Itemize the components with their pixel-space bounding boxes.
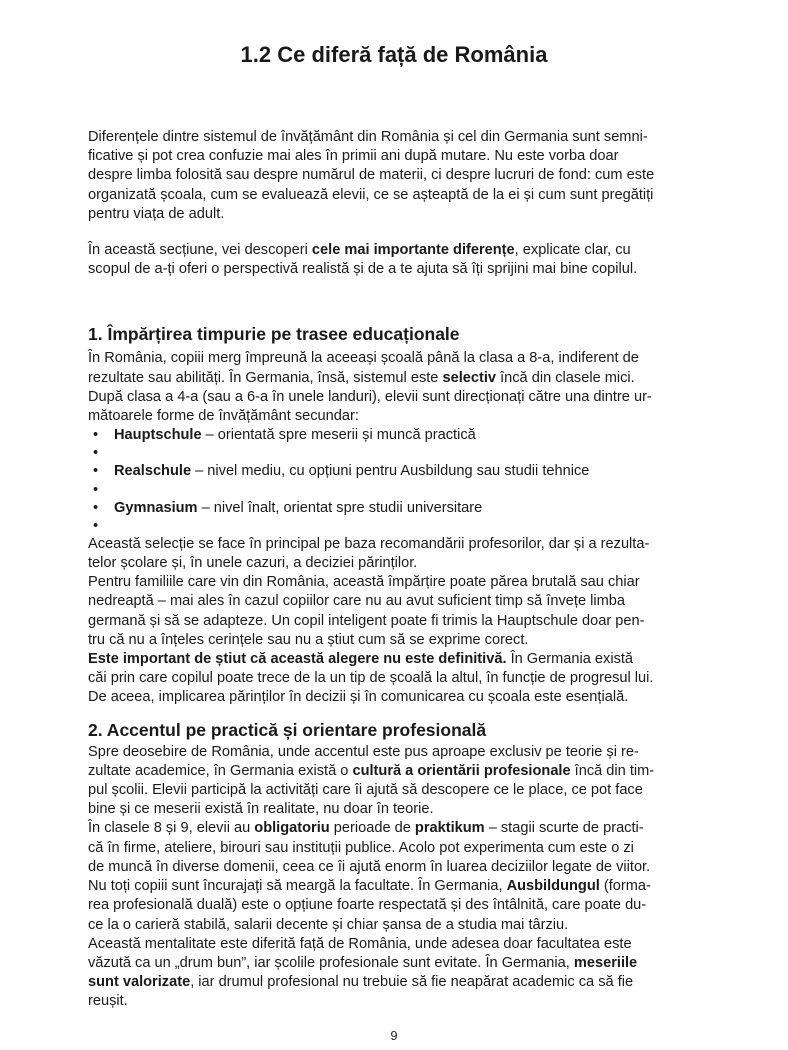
text-line: văzută ca un „drum bun”, iar școlile profesionale sunt evitate. În Germania, meseriile xyxy=(88,954,638,971)
page-title: 1.2 Ce diferă față de România xyxy=(240,42,548,67)
text-line: În această secțiune, vei descoperi cele mai importante diferențe, explicate clar, cu xyxy=(88,242,631,259)
text-line: ficative și pot crea confuzie mai ales în primii ani după mutare. Nu este vorba doar xyxy=(88,148,619,165)
section-2-heading: 2. Accentul pe practică și orientare profesională xyxy=(88,719,487,740)
text-line: De aceea, implicarea părinților în decizii și în comunicarea cu școala este esențială. xyxy=(88,689,629,706)
text-line: reușit. xyxy=(88,993,128,1010)
text-line: nedreaptă – mai ales în cazul copiilor care nu au avut suficient timp să învețe limba xyxy=(88,593,626,610)
text-line: rezultate sau abilități. În Germania, însă, sistemul este selectiv încă din clasele mici. xyxy=(88,369,635,386)
section-2-body-paragraph xyxy=(88,743,706,1012)
text-line: Nu toți copiii sunt încurajați să meargă la facultate. În Germania, Ausbildungul (forma- xyxy=(88,878,651,895)
bullet-icon: • xyxy=(93,517,99,534)
text-line: sunt valorizate, iar drumul profesional nu trebuie să fie neapărat academic ca să fie xyxy=(88,974,634,991)
text-line: pentru viața de adult. xyxy=(88,205,225,222)
bullet-icon: • xyxy=(93,481,99,498)
text-line: Pentru familiile care vin din România, această împărțire poate părea brutală sau chiar xyxy=(88,574,640,591)
list-item xyxy=(88,462,706,481)
text-line: bine și ce meserii există în realitate, nu doar în teorie. xyxy=(88,801,434,818)
text-line: tru că nu a înțeles cerințele sau nu a știut cum să se exprime corect. xyxy=(88,631,529,648)
text-line: Diferențele dintre sistemul de învățământ din România și cel din Germania sunt semni- xyxy=(88,129,648,145)
text-line: de muncă în diverse domenii, ceea ce îi ajută enorm în luarea deciziilor legate de viitor. xyxy=(88,858,651,875)
text-line: că în firme, ateliere, birouri sau instituții publice. Acolo pot experimenta cum este o zi xyxy=(88,839,634,856)
text-line: După clasa a 4-a (sau a 6-a în unele landuri), elevii sunt direcționați către una dintre ur- xyxy=(88,388,652,405)
text-line: căi prin care copilul poate trece de la un tip de școală la altul, în funcție de progresul lui. xyxy=(88,670,654,687)
section-1-heading: 1. Împărțirea timpurie pe trasee educaționale xyxy=(88,324,460,345)
list-item-text: Realschule – nivel mediu, cu opțiuni pentru Ausbildung sau studii tehnice xyxy=(114,463,590,480)
list-item xyxy=(88,518,706,535)
bullet-icon: • xyxy=(93,445,99,462)
section-overview-paragraph xyxy=(88,241,706,279)
section-1-intro-paragraph xyxy=(88,349,706,426)
text-line: rea profesională duală) este o opțiune foarte respectată și des întâlnită, care poate du- xyxy=(88,897,647,914)
bullet-icon: • xyxy=(93,427,99,444)
text-line: pul școlii. Elevii participă la activități care îi ajută să descopere ce le place, ce pot face xyxy=(88,782,643,799)
bullet-icon: • xyxy=(93,463,99,480)
text-line: În clasele 8 și 9, elevii au obligatoriu perioade de praktikum – stagii scurte de practi- xyxy=(88,820,644,837)
text-line: Această mentalitate este diferită față de România, unde adesea doar facultatea este xyxy=(88,935,632,952)
text-line: Această selecție se face în principal pe baza recomandării profesorilor, dar și a rezulta- xyxy=(88,535,650,552)
text-line: ce la o carieră stabilă, salarii decente și chiar șansa de a studia mai târziu. xyxy=(88,916,569,933)
text-line: zultate academice, în Germania există o cultură a orientării profesionale încă din tim- xyxy=(88,762,655,779)
school-types-list xyxy=(88,426,706,535)
list-item xyxy=(88,426,706,445)
list-item xyxy=(88,482,706,499)
list-item-text: Gymnasium – nivel înalt, orientat spre studii universitare xyxy=(114,499,483,516)
text-line: Este important de știut că această alegere nu este definitivă. În Germania există xyxy=(88,651,634,668)
text-line: Spre deosebire de România, unde accentul este pus aproape exclusiv pe teorie și re- xyxy=(88,743,639,760)
text-line: scopul de a-ți oferi o perspectivă realistă și de a te ajuta să îți sprijini mai bine copilul. xyxy=(88,261,638,278)
text-line: despre limba folosită sau despre numărul de materii, ci despre lucruri de fond: cum este xyxy=(88,167,655,184)
intro-paragraph xyxy=(88,128,706,224)
text-line: mătoarele forme de învățământ secundar: xyxy=(88,408,359,425)
text-line: telor școlare și, în unele cazuri, a deciziei părinților. xyxy=(88,555,418,572)
document-body xyxy=(0,128,788,1012)
text-line: În România, copiii merg împreună la aceeași școală până la clasa a 8-a, indiferent de xyxy=(88,350,639,367)
text-line: germană și să se adapteze. Un copil inteligent poate fi trimis la Hauptschule doar pen- xyxy=(88,612,645,629)
list-item xyxy=(88,499,706,518)
page-number: 9 xyxy=(390,1029,398,1043)
section-1-details-paragraph xyxy=(88,535,706,708)
list-item xyxy=(88,445,706,462)
text-line: organizată școala, cum se evaluează elevii, ce se așteaptă de la ei și cum sunt pregătiți xyxy=(88,186,654,203)
bullet-icon: • xyxy=(93,499,99,516)
list-item-text: Hauptschule – orientată spre meserii și muncă practică xyxy=(114,427,476,444)
